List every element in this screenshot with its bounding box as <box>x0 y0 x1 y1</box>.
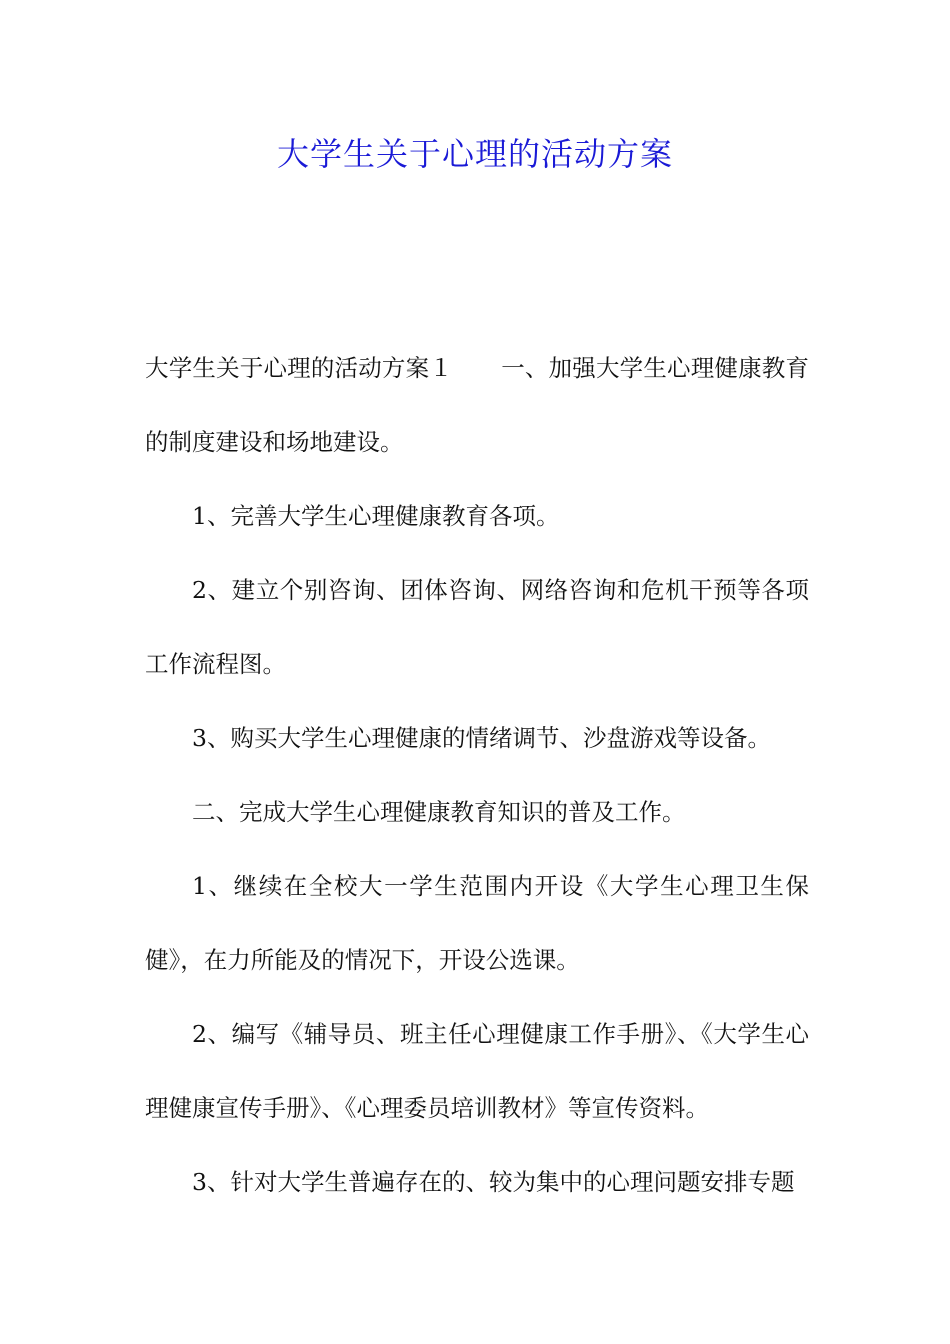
paragraph-8: 3、针对大学生普遍存在的、较为集中的心理问题安排专题 <box>192 1168 795 1196</box>
paragraph-3: 2、建立个别咨询、团体咨询、网络咨询和危机干预等各项工作流程图。 <box>145 576 809 678</box>
paragraph-text: 一、加强大学生心理健康教育的制度建设和场地建设。 <box>145 354 809 456</box>
document-title: 大学生关于心理的活动方案 <box>276 135 673 173</box>
paragraph-7: 2、编写《辅导员、班主任心理健康工作手册》、《大学生心理健康宣传手册》、《心理委员培训教材》等宣传资料。 <box>145 1020 809 1122</box>
paragraph-5: 二、完成大学生心理健康教育知识的普及工作。 <box>192 798 686 826</box>
section-heading: 大学生关于心理的活动方案１ <box>145 354 453 382</box>
paragraph-6: 1、继续在全校大一学生范围内开设《大学生心理卫生保健》，在力所能及的情况下，开设公选课。 <box>145 872 809 974</box>
paragraph-4: 3、购买大学生心理健康的情绪调节、沙盘游戏等设备。 <box>192 724 771 752</box>
paragraph-1 <box>145 331 809 479</box>
document-body <box>145 331 809 1219</box>
paragraph-2: 1、完善大学生心理健康教育各项。 <box>192 502 560 530</box>
